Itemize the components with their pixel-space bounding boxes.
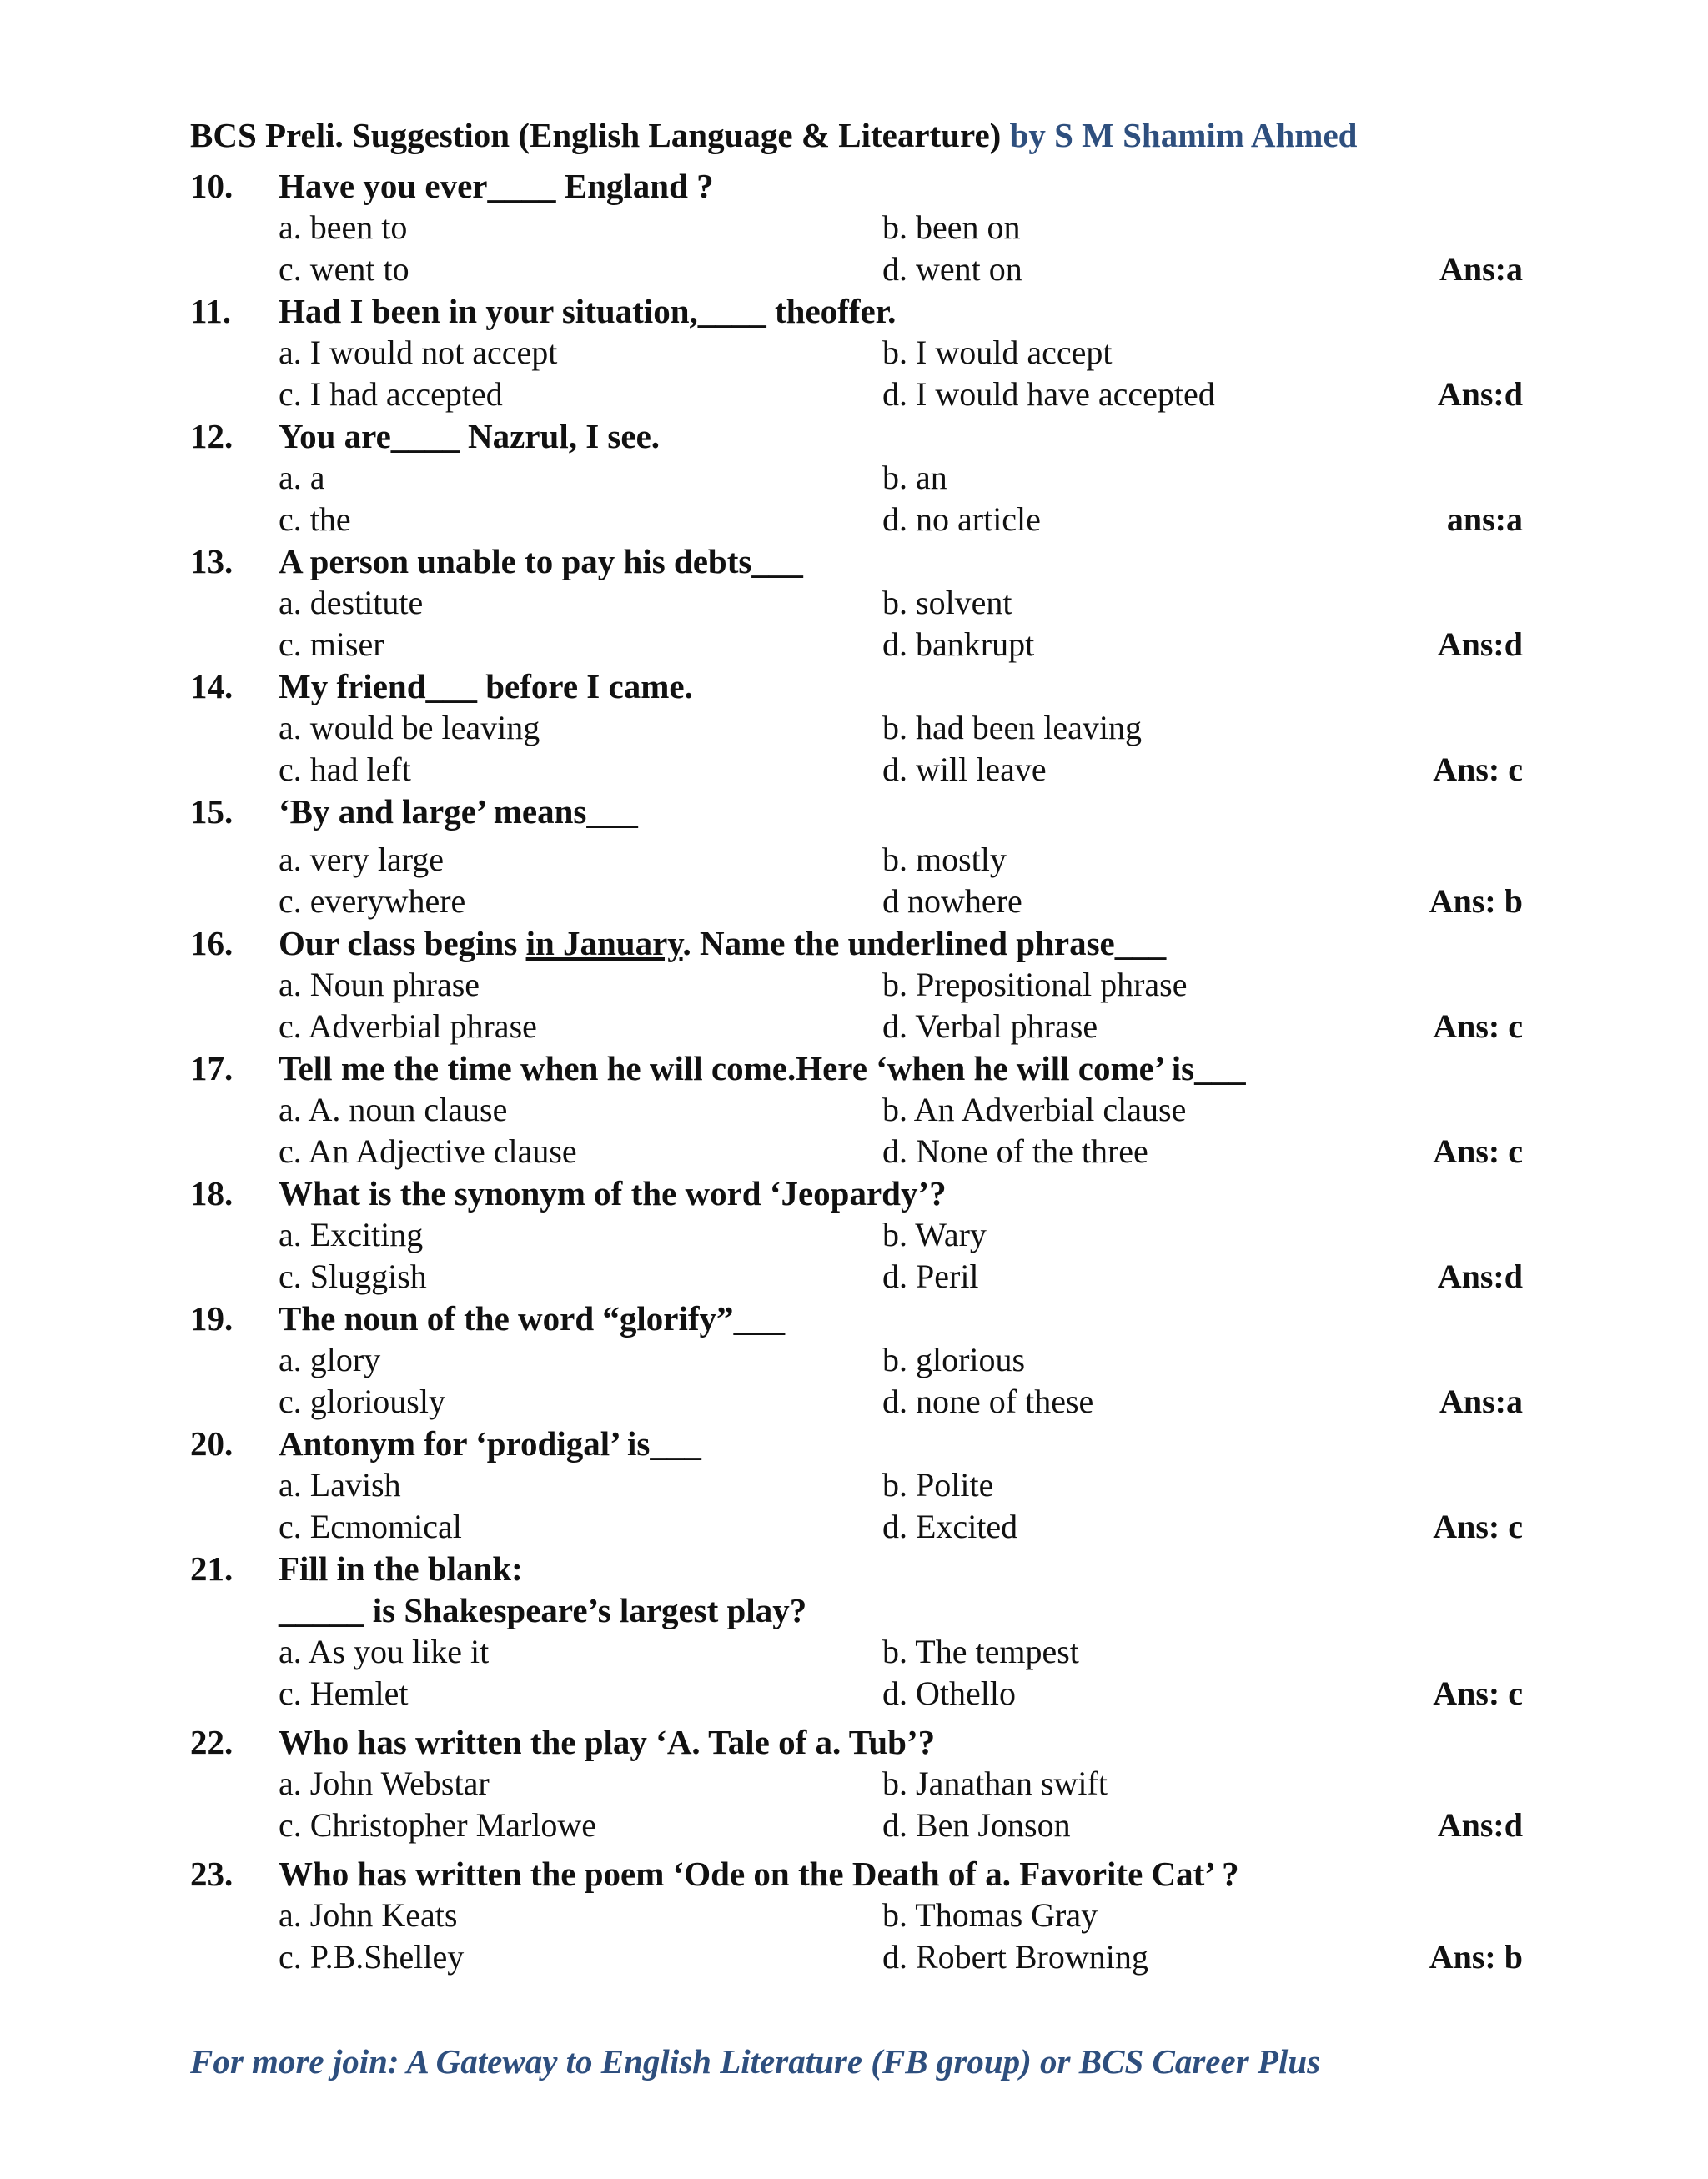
question-text: ‘By and large’ means___ (279, 792, 638, 831)
question-14 (190, 665, 1523, 791)
option-a: a. I would not accept (279, 334, 558, 371)
question-21 (190, 1548, 1523, 1715)
question-subline: _____ is Shakespeare’s largest play? (279, 1591, 807, 1629)
option-c: c. I had accepted (279, 375, 503, 413)
question-list (190, 165, 1708, 1978)
answer-label: Ans: c (1433, 1007, 1523, 1045)
question-text: The noun of the word “glorify”___ (279, 1299, 786, 1338)
option-d: d. Robert Browning (882, 1938, 1148, 1976)
answer-label: Ans:d (1437, 1258, 1523, 1295)
question-text: You are____ Nazrul, I see. (279, 417, 661, 455)
question-number: 17. (190, 1049, 234, 1087)
option-c: c. gloriously (279, 1383, 445, 1420)
question-text: Antonym for ‘prodigal’ is___ (279, 1424, 701, 1463)
question-number: 14. (190, 667, 234, 705)
answer-label: ans:a (1446, 500, 1523, 538)
option-a: a. Lavish (279, 1466, 401, 1504)
page-footer: For more join: A Gateway to English Literature (FB group) or BCS Career Plus (190, 2042, 1321, 2081)
option-a: a. been to (279, 208, 408, 246)
question-number: 23. (190, 1855, 234, 1893)
question-number: 15. (190, 792, 234, 831)
option-c: c. P.B.Shelley (279, 1938, 465, 1976)
option-a: a. very large (279, 841, 445, 878)
option-b: b. solvent (882, 584, 1012, 621)
option-d: d. Ben Jonson (882, 1806, 1071, 1844)
question-number: 12. (190, 417, 234, 455)
option-c: c. An Adjective clause (279, 1132, 577, 1170)
answer-label: Ans:d (1437, 1806, 1523, 1844)
answer-label: Ans:a (1439, 250, 1523, 288)
option-d: d. I would have accepted (882, 375, 1215, 413)
option-d: d. None of the three (882, 1132, 1148, 1170)
question-23 (190, 1853, 1523, 1978)
question-text: Have you ever____ England ? (279, 167, 714, 205)
question-20 (190, 1423, 1523, 1548)
question-text: Who has written the play ‘A. Tale of a. Tub’? (279, 1723, 936, 1761)
option-c: c. miser (279, 625, 384, 663)
question-12 (190, 415, 1523, 540)
question-16 (190, 922, 1523, 1047)
answer-label: Ans:d (1437, 625, 1523, 663)
question-text: Who has written the poem ‘Ode on the Death of a. Favorite Cat’ ? (279, 1855, 1239, 1893)
option-c: c. Ecmomical (279, 1508, 462, 1545)
option-b: b. Prepositional phrase (882, 966, 1188, 1003)
option-d: d. none of these (882, 1383, 1094, 1420)
question-number: 10. (190, 167, 234, 205)
question-number: 22. (190, 1723, 234, 1761)
question-15 (190, 791, 1523, 922)
question-number: 18. (190, 1174, 234, 1213)
option-d: d nowhere (882, 882, 1022, 920)
question-number: 20. (190, 1424, 234, 1463)
answer-label: Ans: c (1433, 751, 1523, 788)
option-a: a. a (279, 459, 325, 496)
option-a: a. Exciting (279, 1216, 424, 1253)
question-18 (190, 1172, 1523, 1298)
question-text: Had I been in your situation,____ theoffer. (279, 292, 897, 330)
question-17 (190, 1047, 1523, 1172)
option-d: d. no article (882, 500, 1041, 538)
option-d: d. Verbal phrase (882, 1007, 1098, 1045)
option-d: d. Othello (882, 1674, 1016, 1712)
option-b: b. Janathan swift (882, 1765, 1108, 1802)
option-b: b. Thomas Gray (882, 1896, 1098, 1934)
option-d: d. bankrupt (882, 625, 1035, 663)
option-a: a. A. noun clause (279, 1091, 508, 1128)
question-text: What is the synonym of the word ‘Jeopardy’? (279, 1174, 947, 1213)
header-title: BCS Preli. Suggestion (English Language & Litearture) (190, 116, 1002, 154)
option-b: b. an (882, 459, 947, 496)
option-d: d. Excited (882, 1508, 1018, 1545)
option-c: c. everywhere (279, 882, 466, 920)
answer-label: Ans: c (1433, 1674, 1523, 1712)
question-number: 21. (190, 1549, 234, 1588)
question-19 (190, 1298, 1523, 1423)
answer-label: Ans: c (1433, 1132, 1523, 1170)
question-22 (190, 1721, 1523, 1846)
option-d: d. will leave (882, 751, 1047, 788)
question-text: Our class begins in January. Name the underlined phrase___ (279, 924, 1167, 962)
question-number: 13. (190, 542, 234, 580)
option-c: c. Christopher Marlowe (279, 1806, 597, 1844)
question-13 (190, 540, 1523, 665)
option-a: a. Noun phrase (279, 966, 480, 1003)
option-d: d. went on (882, 250, 1022, 288)
option-b: b. I would accept (882, 334, 1113, 371)
option-b: b. Wary (882, 1216, 987, 1253)
question-number: 16. (190, 924, 234, 962)
option-a: a. John Keats (279, 1896, 458, 1934)
answer-label: Ans: b (1429, 882, 1523, 920)
option-b: b. been on (882, 208, 1021, 246)
answer-label: Ans:d (1437, 375, 1523, 413)
option-c: c. the (279, 500, 351, 538)
option-b: b. An Adverbial clause (882, 1091, 1187, 1128)
question-11 (190, 290, 1523, 415)
option-b: b. The tempest (882, 1633, 1079, 1670)
header-author: by S M Shamim Ahmed (1009, 116, 1358, 154)
answer-label: Ans: c (1433, 1508, 1523, 1545)
option-c: c. Sluggish (279, 1258, 427, 1295)
page-header (190, 110, 1708, 162)
option-a: a. glory (279, 1341, 381, 1378)
option-b: b. glorious (882, 1341, 1026, 1378)
option-c: c. Adverbial phrase (279, 1007, 537, 1045)
answer-label: Ans: b (1429, 1938, 1523, 1976)
option-b: b. had been leaving (882, 709, 1142, 746)
question-text: My friend___ before I came. (279, 667, 693, 705)
question-10 (190, 165, 1523, 290)
option-d: d. Peril (882, 1258, 979, 1295)
option-c: c. had left (279, 751, 411, 788)
question-text: A person unable to pay his debts___ (279, 542, 803, 580)
question-number: 11. (190, 292, 231, 330)
question-text: Fill in the blank: (279, 1549, 523, 1588)
option-c: c. Hemlet (279, 1674, 409, 1712)
answer-label: Ans:a (1439, 1383, 1523, 1420)
option-a: a. As you like it (279, 1633, 490, 1670)
option-a: a. destitute (279, 584, 424, 621)
option-b: b. mostly (882, 841, 1007, 878)
option-c: c. went to (279, 250, 409, 288)
option-b: b. Polite (882, 1466, 994, 1504)
question-text: Tell me the time when he will come.Here ‘when he will come’ is___ (279, 1049, 1246, 1087)
question-number: 19. (190, 1299, 234, 1338)
underlined-phrase: in January (525, 924, 683, 962)
option-a: a. would be leaving (279, 709, 540, 746)
option-a: a. John Webstar (279, 1765, 490, 1802)
